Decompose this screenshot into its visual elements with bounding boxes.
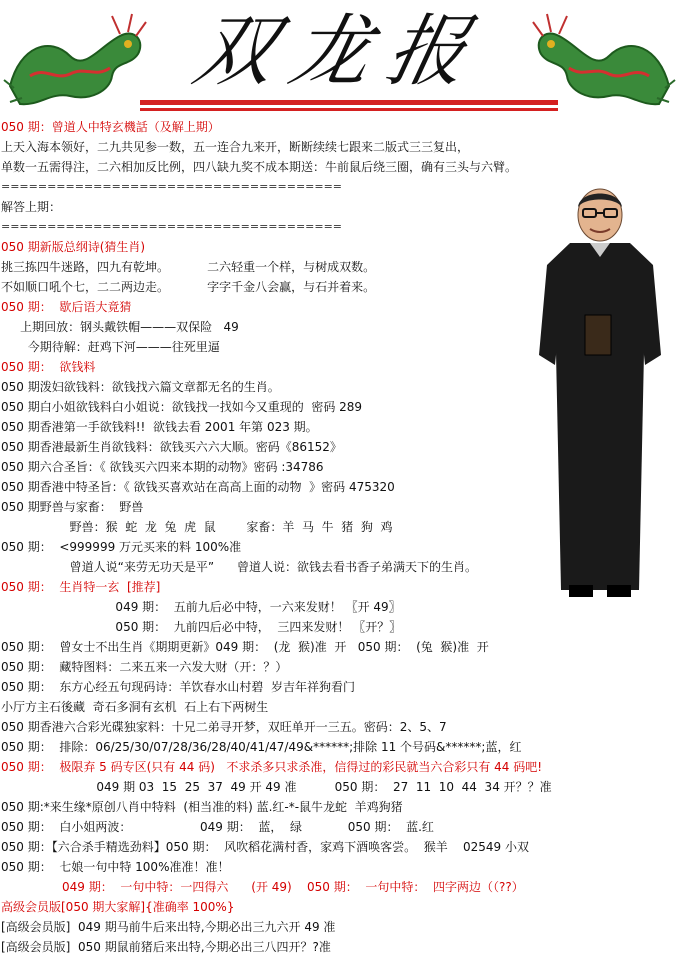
text-line: [高级会员版] 050 期鼠前猪后来出特,今期必出三八四开？?准	[1, 940, 331, 954]
text-line: 050 期： 曾女士不出生肖《期期更新》049 期： (龙 猴)准 开 050 期： (兔 猴)准 开	[1, 640, 489, 654]
text-line: [高级会员版] 049 期马前牛后来出特,今期必出三九六开 49 准	[1, 920, 336, 934]
text-line: 050 期香港中特圣旨：《 欲钱买喜欢站在高高上面的动物 》密码 475320	[1, 480, 395, 494]
text-line: 050 期： 七娘一句中特 100%准准！准！	[1, 860, 230, 874]
text-line: 050 期野兽与家畜： 野兽	[1, 500, 144, 514]
text-line: 050 期： 极限弃 5 码专区(只有 44 码) 不求杀多只求杀准，信得过的彩民就当六合彩只有 44 码吧!	[1, 760, 543, 774]
text-line: 050 期香港第一手欲钱料!! 欲钱去看 2001 年第 023 期。	[1, 420, 318, 434]
text-line: 050 期白小姐欲钱料白小姐说：欲钱找一找如今又重现的 密码 289	[1, 400, 363, 414]
text-line: 野兽：猴 蛇 龙 兔 虎 鼠 家畜：羊 马 牛 猪 狗 鸡	[1, 520, 393, 534]
text-line: =====================================	[1, 180, 343, 193]
text-line: 050 期新版总纲诗(猜生肖)	[1, 240, 146, 254]
text-line: 050 期： 欲钱料	[1, 360, 96, 374]
text-line: 050 期： 东方心经五句现码诗：羊饮春水山村碧 岁吉年祥狗看门	[1, 680, 355, 694]
text-line: 小厅方主石後藏 奇石多洞有玄机 石上右下两树生	[1, 700, 269, 714]
text-line: 上期回放：钢头戴铁帽———双保险 49	[1, 320, 239, 334]
text-line: 解答上期：	[1, 200, 62, 214]
text-line: 050 期： 排除：06/25/30/07/28/36/28/40/41/47/49&******;排除 11 个号码&******;蓝，红	[1, 740, 522, 754]
text-line: 049 期 03 15 25 37 49 开 49 准 050 期： 27 11 10 44 34 开？？准	[1, 780, 552, 794]
dragon-right-icon	[529, 6, 679, 114]
title-underline	[140, 100, 558, 105]
masthead	[0, 0, 679, 120]
text-line: 050 期： 白小姐两波： 049 期： 蓝， 绿 050 期： 蓝.红	[1, 820, 434, 834]
text-line: 050 期香港六合彩光碟独家料：十兄二弟寻开梦，双旺单开一三五。密码：2、5、7	[1, 720, 447, 734]
text-line: 050 期泼妇欲钱料：欲钱找六篇文章都无名的生肖。	[1, 380, 280, 394]
text-line: 049 期： 一句中特：一四得六 (开 49) 050 期： 一句中特： 四字两边（（??）	[1, 880, 524, 894]
text-line: 上天入海本领好，二九共见参一数，五一连合九来开，断断续续七跟来二版式三三复出，	[1, 140, 470, 154]
text-line: =====================================	[1, 220, 343, 233]
text-line: 050 期： 藏特图料：二来五来一六发大财（开：？）	[1, 660, 288, 674]
text-line: 曾道人说“来劳无功天是平” 曾道人说：欲钱去看书香子弟满天下的生肖。	[1, 560, 477, 574]
text-line: 050 期香港最新生肖欲钱料：欲钱买六六大顺。密码《86152》	[1, 440, 342, 454]
text-line: 049 期： 五前九后必中特，一六来发财！ 〖开 49〗	[1, 600, 401, 614]
text-line: 挑三拣四牛迷路，四九有乾坤。 二六轻重一个样，与树成双数。	[1, 260, 376, 274]
text-line: 今期待解：赶鸡下河———往死里逼	[1, 340, 220, 354]
text-line: 050 期六合圣旨：《 欲钱买六四来本期的动物》密码 :34786	[1, 460, 324, 474]
text-line: 050 期： 生肖特一玄 [推荐]	[1, 580, 161, 594]
text-line: 050 期：曾道人中特玄機話（及解上期）	[1, 120, 220, 134]
text-line: 050 期： 九前四后必中特， 三四来发财！ 〖开？〗	[1, 620, 402, 634]
text-line: 050 期： 歇后语大竟猜	[1, 300, 132, 314]
text-line: 单数一五需得注，二六相加反比例，四八缺九奖不成本期送：牛前鼠后绕三圈，确有三头与六臂。	[1, 160, 518, 174]
page-title: 双龙报	[186, 7, 494, 97]
text-line: 050 期： <999999 万元买来的料 100%准	[1, 540, 242, 554]
text-line: 高级会员版[050 期大家解]{准确率 100%}	[1, 900, 235, 914]
text-line: 不如顺口吼个七，二二两边走。 字字千金八会赢，与石并着来。	[1, 280, 376, 294]
title-underline-thin	[140, 108, 558, 111]
text-line: 050 期:*来生缘*原创八肖中特料 (相当准的料) 蓝.红-*-鼠牛龙蛇 羊鸡狗猪	[1, 800, 403, 814]
text-line: 050 期：【六合杀手精选劲料】050 期： 风吹稻花满村香，家鸡下酒唤客尝。 猴羊 02549 小双	[1, 840, 529, 854]
title-container	[140, 2, 540, 102]
dragon-left-icon	[0, 6, 150, 114]
